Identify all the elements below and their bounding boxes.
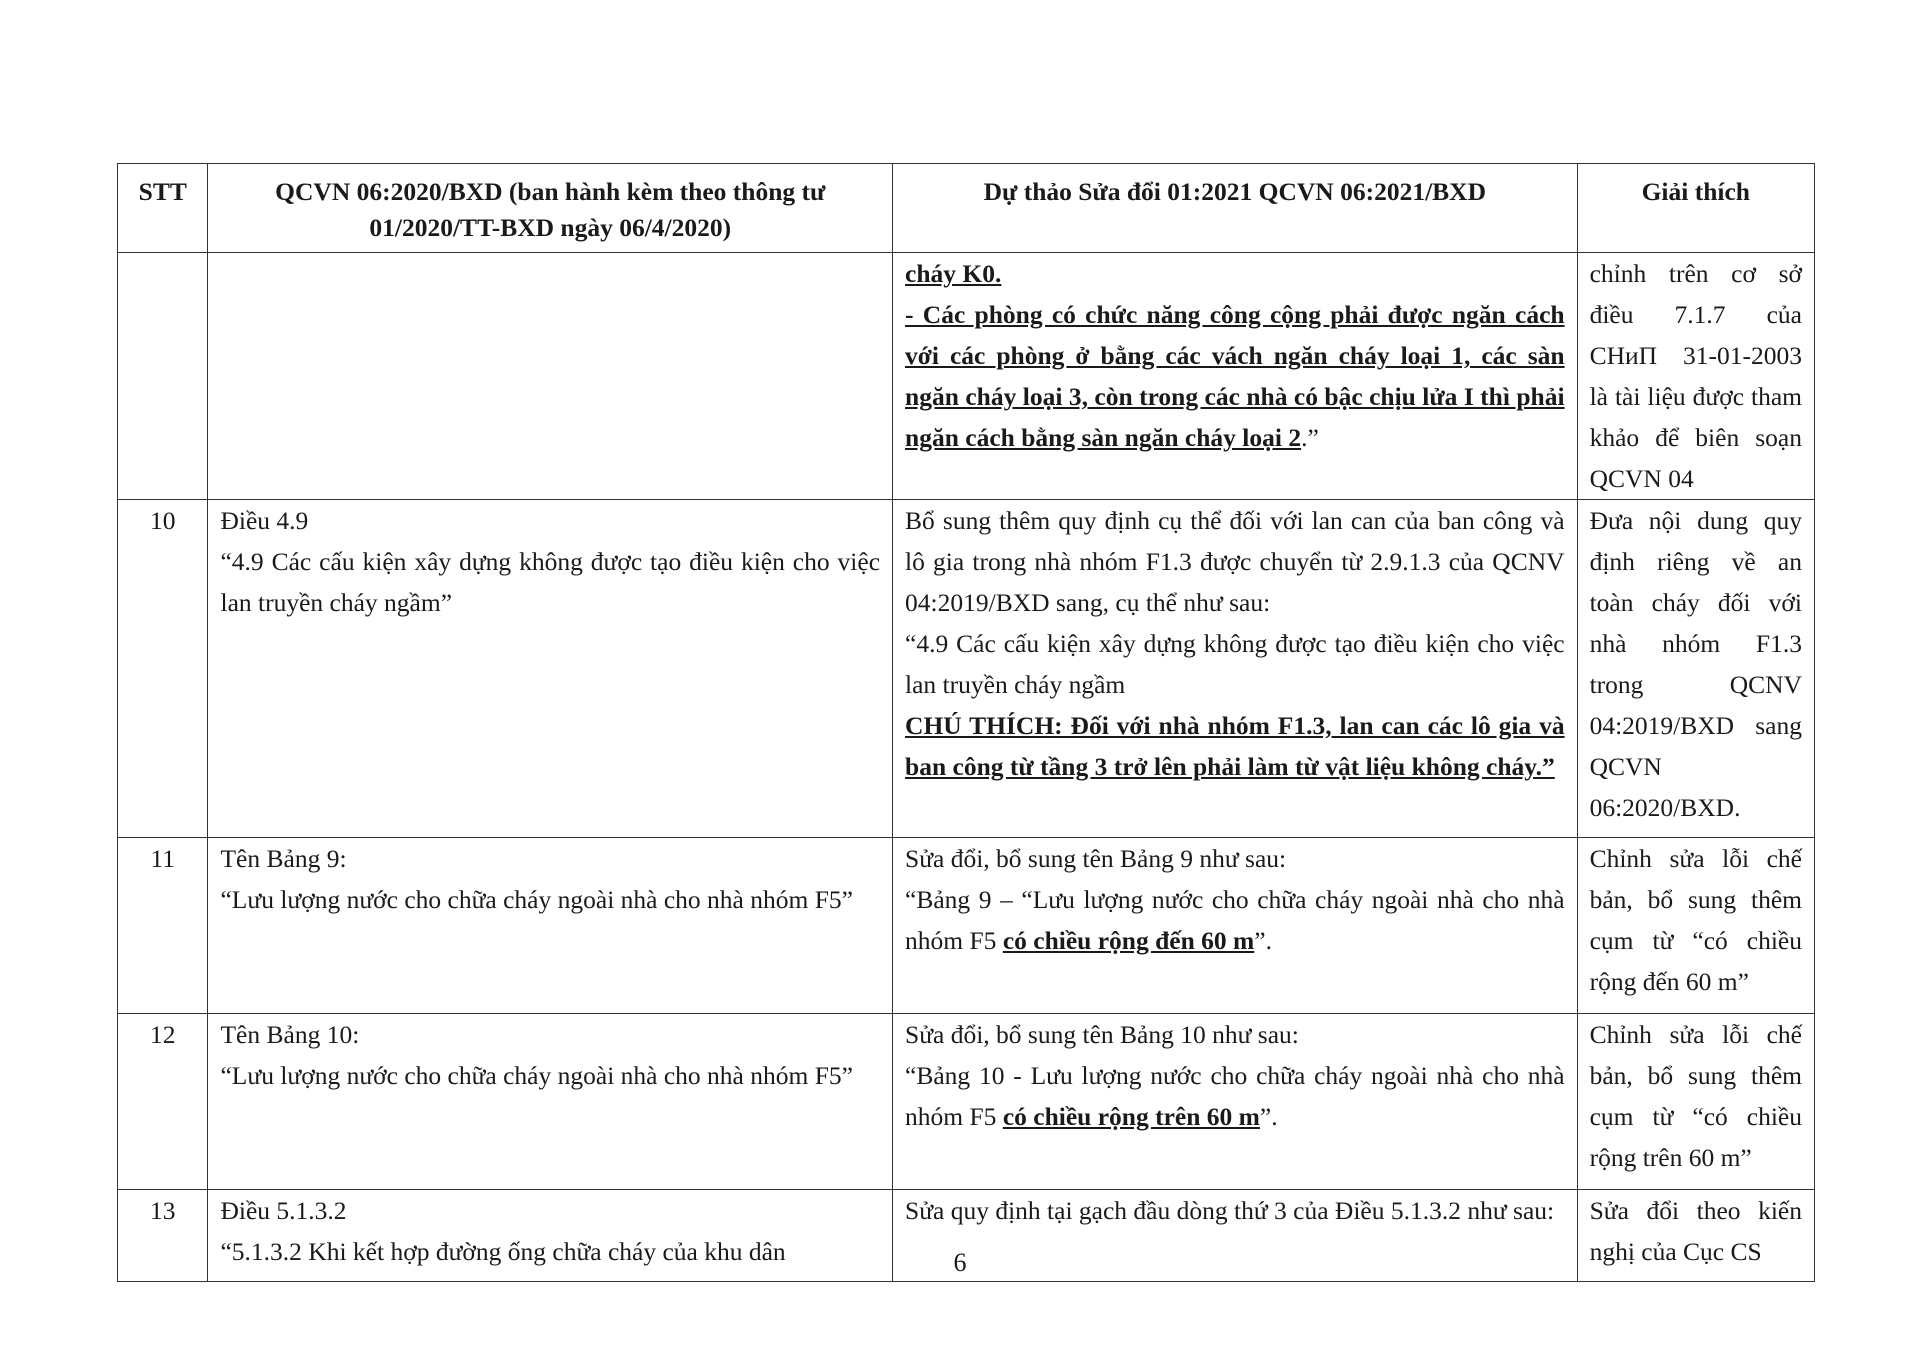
old-text-paragraph: “Lưu lượng nước cho chữa cháy ngoài nhà cho nhà nhóm F5”: [220, 885, 853, 914]
new-text-paragraph: [905, 294, 1565, 458]
new-text-end: ”.: [1259, 1102, 1278, 1131]
row-old-cell: [208, 838, 893, 1014]
old-text-paragraph: “4.9 Các cấu kiện xây dựng không được tạo điều kiện cho việc lan truyền cháy ngầm”: [220, 547, 881, 617]
row-explain-cell: Chỉnh sửa lỗi chế bản, bổ sung thêm cụm từ “có chiều rộng trên 60 m”: [1577, 1014, 1814, 1190]
row-explain-cell: Sửa đổi theo kiến nghị của Cục CS: [1577, 1190, 1814, 1282]
new-text-start: “Bảng 9 – “Lưu lượng nước cho chữa cháy ngoài nhà cho nhà nhóm F5: [905, 885, 1565, 955]
new-text-line: Sửa đổi, bổ sung tên Bảng 9 như sau:: [905, 844, 1287, 873]
table-row: [118, 1014, 1815, 1190]
table-row: [118, 253, 1815, 500]
new-text-paragraph: [905, 879, 1565, 961]
header-explanation: Giải thích: [1577, 164, 1814, 253]
amended-text: - Các phòng có chức năng công cộng phải được ngăn cách với các phòng ở bằng các vách ngăn cháy loại 1, các sàn ngăn cháy loại 3, còn trong các nhà có bậc chịu lửa I thì phải ngăn cách bằng sàn ngăn cháy loại 2: [905, 300, 1565, 452]
row-stt-cell: 12: [118, 1014, 208, 1190]
header-stt: STT: [118, 164, 208, 253]
new-text-paragraph: Bổ sung thêm quy định cụ thể đối với lan can của ban công và lô gia trong nhà nhóm F1.3 được chuyển từ 2.9.1.3 của QCNV 04:2019/BXD sang, cụ thể như sau:: [905, 506, 1565, 617]
header-draft-amendment: Dự thảo Sửa đổi 01:2021 QCVN 06:2021/BXD: [893, 164, 1578, 253]
row-old-cell: [208, 500, 893, 838]
table-header-row: [118, 164, 1815, 253]
row-stt-cell: 10: [118, 500, 208, 838]
old-text-line: Điều 5.1.3.2: [220, 1196, 347, 1225]
old-text-paragraph: “5.1.3.2 Khi kết hợp đường ống chữa cháy của khu dân: [220, 1237, 786, 1266]
amendment-table: [117, 163, 1815, 1282]
amended-text: có chiều rộng trên 60 m: [1002, 1102, 1260, 1131]
table-row: [118, 838, 1815, 1014]
new-text-line: Sửa đổi, bổ sung tên Bảng 10 như sau:: [905, 1020, 1299, 1049]
old-text-line: Điều 4.9: [220, 506, 309, 535]
old-text-line: Tên Bảng 9:: [220, 844, 347, 873]
new-text-paragraph: Sửa quy định tại gạch đầu dòng thứ 3 của Điều 5.1.3.2 như sau:: [905, 1196, 1555, 1225]
amended-text-tail: .”: [1301, 423, 1319, 452]
row-explain-cell: chỉnh trên cơ sở điều 7.1.7 của CHиП 31-01-2003 là tài liệu được tham khảo để biên soạn QCVN 04: [1577, 253, 1814, 500]
row-explain-cell: Đưa nội dung quy định riêng về an toàn cháy đối với nhà nhóm F1.3 trong QCNV 04:2019/BXD sang QCVN 06:2020/BXD.: [1577, 500, 1814, 838]
new-note: CHÚ THÍCH: Đối với nhà nhóm F1.3, lan can các lô gia và ban công từ tầng 3 trở lên phải làm từ vật liệu không cháy.”: [905, 711, 1565, 781]
new-text-paragraph: “4.9 Các cấu kiện xây dựng không được tạo điều kiện cho việc lan truyền cháy ngầm: [905, 629, 1565, 699]
header-old-regulation: QCVN 06:2020/BXD (ban hành kèm theo thông tư 01/2020/TT-BXD ngày 06/4/2020): [208, 164, 893, 253]
page-number: 6: [953, 1248, 967, 1277]
row-stt-cell: [118, 253, 208, 500]
new-text-end: ”.: [1254, 926, 1272, 955]
new-text-line: cháy K0.: [905, 259, 1002, 288]
new-text-start: “Bảng 10 - Lưu lượng nước cho chữa cháy ngoài nhà cho nhà nhóm F5: [905, 1061, 1565, 1131]
row-old-cell: [208, 253, 893, 500]
row-new-cell: [893, 500, 1578, 838]
row-explain-cell: Chỉnh sửa lỗi chế bản, bổ sung thêm cụm từ “có chiều rộng đến 60 m”: [1577, 838, 1814, 1014]
row-old-cell: [208, 1014, 893, 1190]
new-text-paragraph: [905, 1055, 1565, 1137]
table-row: [118, 500, 1815, 838]
row-stt-cell: 11: [118, 838, 208, 1014]
amended-text: có chiều rộng đến 60 m: [1002, 926, 1255, 955]
row-new-cell: [893, 253, 1578, 500]
row-stt-cell: 13: [118, 1190, 208, 1282]
old-text-line: Tên Bảng 10:: [220, 1020, 360, 1049]
row-new-cell: [893, 1014, 1578, 1190]
row-new-cell: [893, 838, 1578, 1014]
old-text-paragraph: “Lưu lượng nước cho chữa cháy ngoài nhà cho nhà nhóm F5”: [220, 1061, 853, 1090]
